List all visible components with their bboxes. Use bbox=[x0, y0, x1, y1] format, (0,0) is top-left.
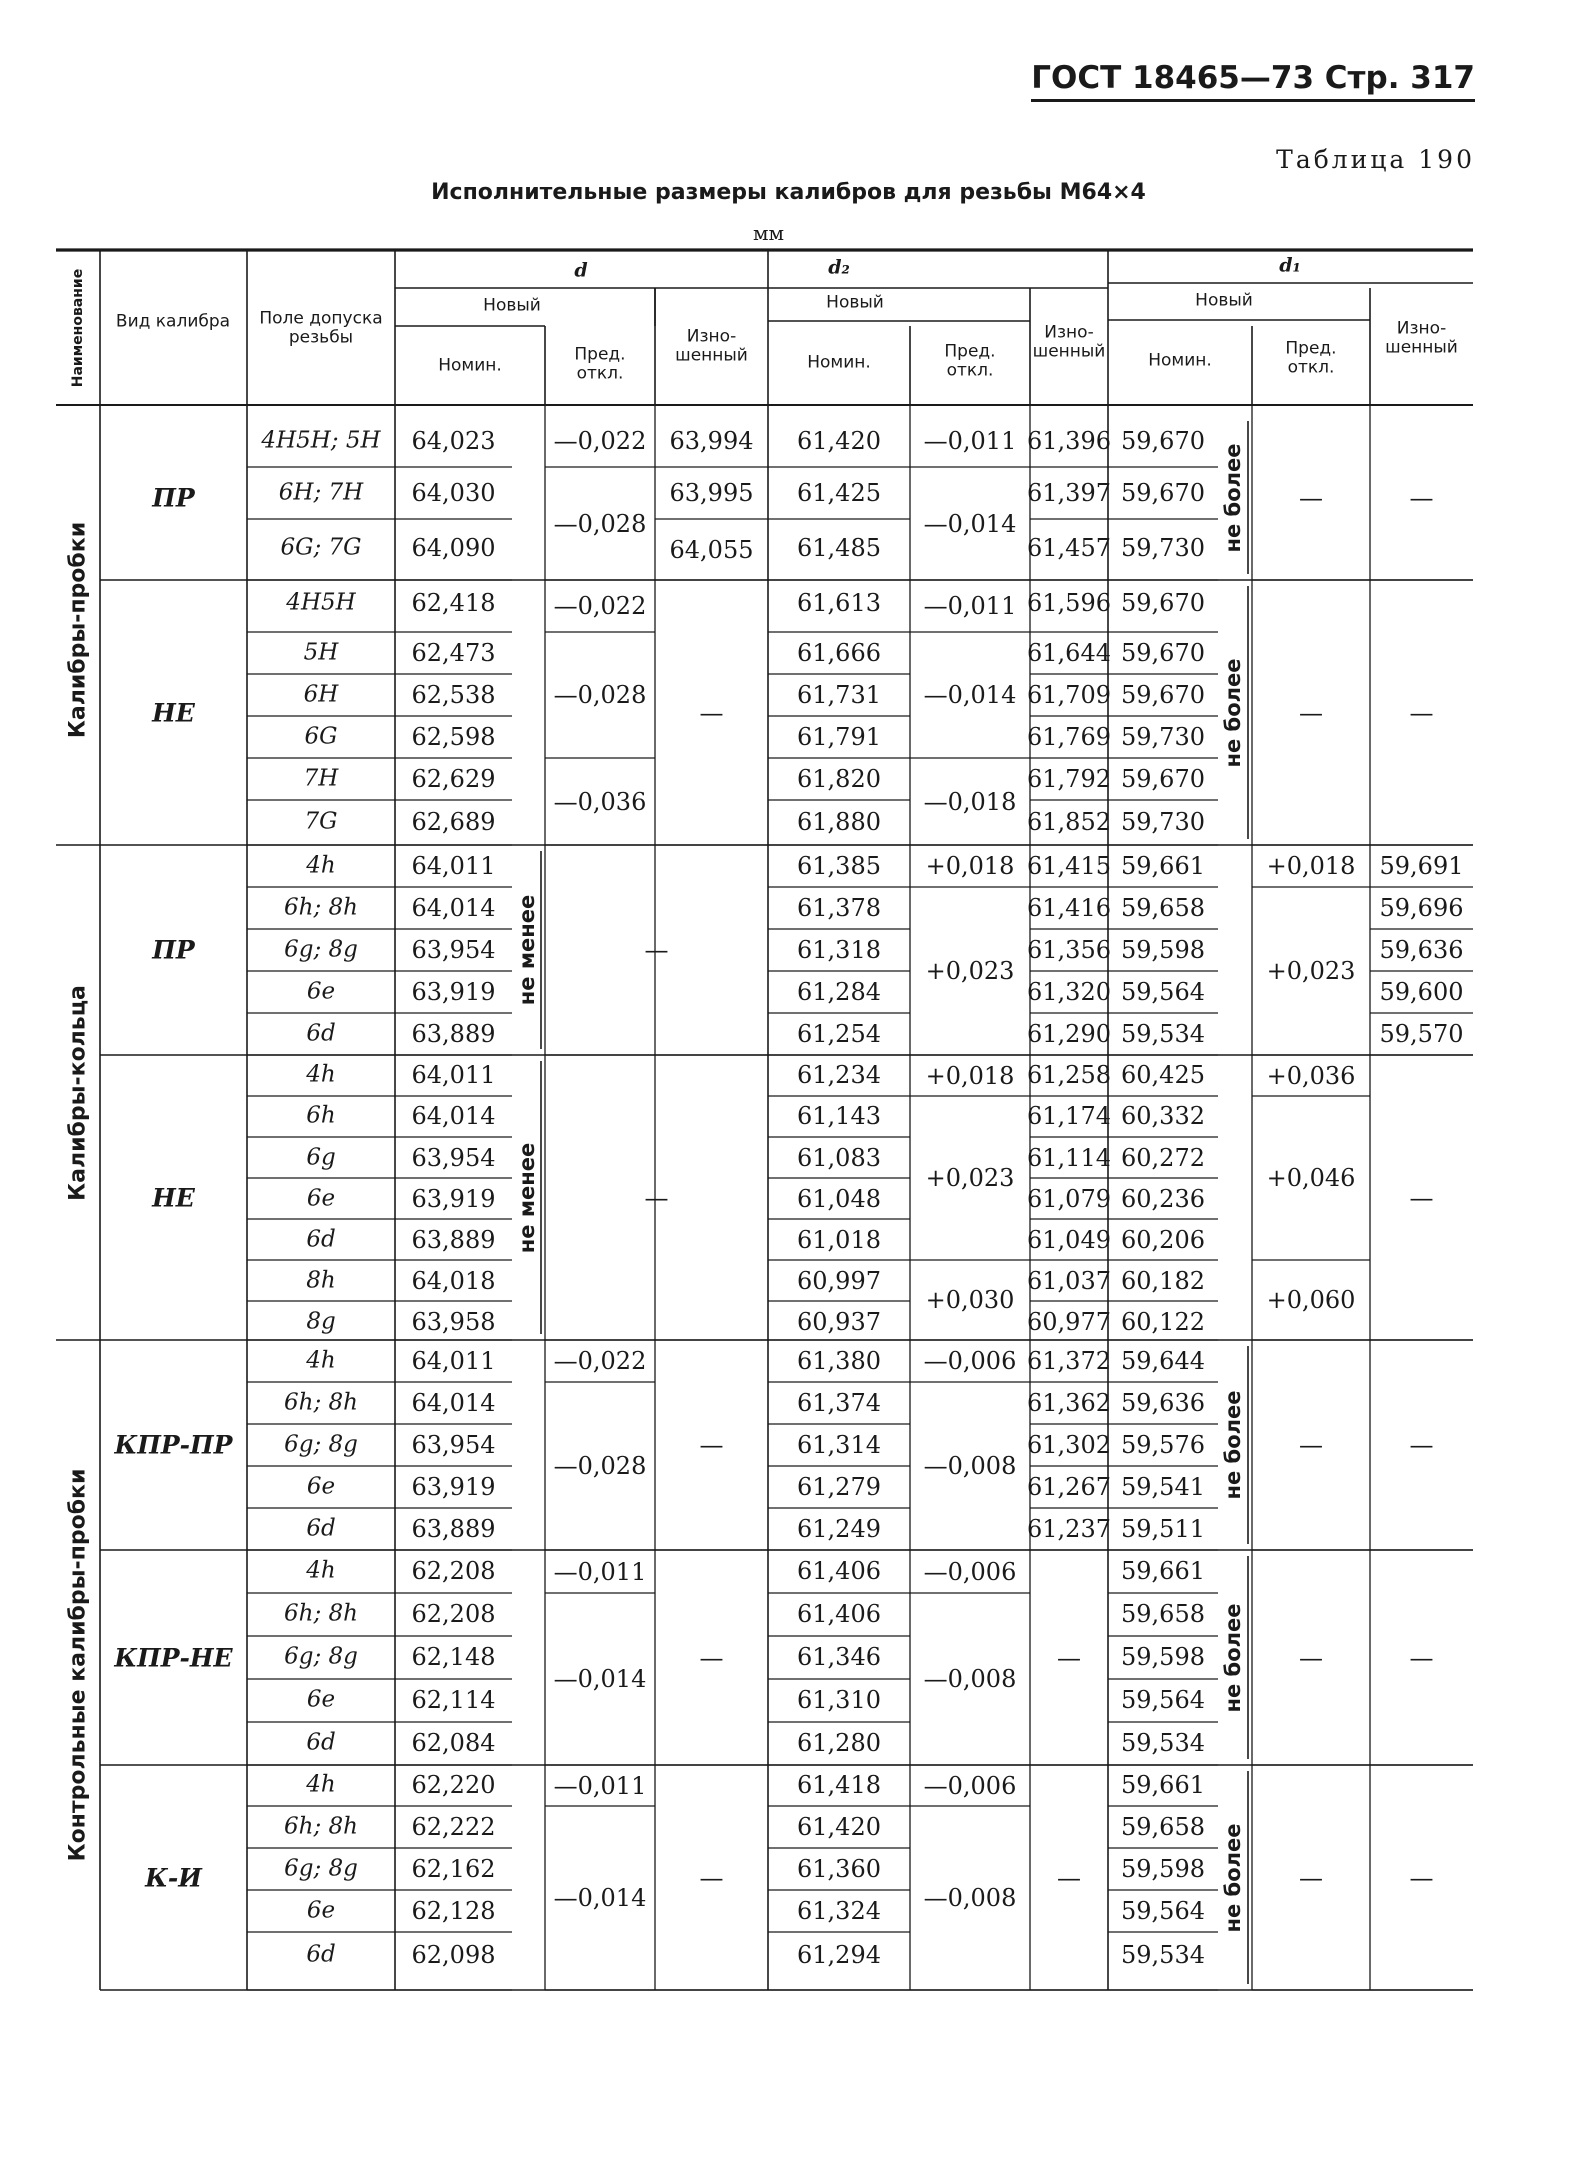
d2-worn: 61,596 bbox=[1027, 588, 1111, 617]
merged-value: — bbox=[699, 1643, 724, 1672]
tolerance-field: 8g bbox=[306, 1308, 336, 1335]
d1-nominal: 60,122 bbox=[1121, 1307, 1205, 1336]
merged-value: —0,028 bbox=[553, 680, 647, 709]
d1-nominal: 59,670 bbox=[1121, 680, 1205, 709]
d1-nominal: 59,534 bbox=[1121, 1940, 1205, 1969]
tolerance-field: 6g; 8g bbox=[284, 1643, 358, 1670]
gauge-type: КПР-НЕ bbox=[114, 1642, 233, 1672]
merged-value: — bbox=[1409, 1643, 1434, 1672]
tolerance-field: 4h bbox=[306, 1061, 336, 1088]
d2-nominal: 61,324 bbox=[797, 1896, 881, 1925]
tolerance-field: 4h bbox=[306, 1347, 336, 1374]
tolerance-field: 6g; 8g bbox=[284, 1431, 358, 1458]
tolerance-field: 6d bbox=[306, 1729, 336, 1756]
d1-nominal: 60,425 bbox=[1121, 1060, 1205, 1089]
d2-nominal: 61,254 bbox=[797, 1019, 881, 1048]
tolerance-field: 7G bbox=[304, 808, 338, 835]
d2-nominal: 61,666 bbox=[797, 638, 881, 667]
d-nominal: 62,208 bbox=[411, 1599, 496, 1628]
merged-value: — bbox=[644, 1183, 669, 1212]
d2-worn: 61,362 bbox=[1027, 1388, 1111, 1417]
merged-value: —0,011 bbox=[923, 426, 1017, 455]
d-nominal: 63,954 bbox=[411, 1430, 496, 1459]
merged-value: 64,055 bbox=[669, 535, 754, 564]
d2-worn: 61,709 bbox=[1027, 680, 1111, 709]
d2-nominal: 61,385 bbox=[797, 851, 881, 880]
d1-nominal: 59,598 bbox=[1121, 1854, 1205, 1883]
gauge-type: КПР-ПР bbox=[114, 1430, 233, 1460]
d1-worn: 59,691 bbox=[1379, 851, 1464, 880]
d2-nominal: 61,294 bbox=[797, 1940, 881, 1969]
merged-value: —0,022 bbox=[553, 591, 647, 620]
tolerance-field: 6g bbox=[306, 1144, 336, 1171]
header-nominal: Номин. bbox=[1148, 350, 1212, 371]
merged-value: —0,014 bbox=[553, 1883, 647, 1912]
merged-value: — bbox=[1057, 1863, 1081, 1892]
group-label: Контрольные калибры-пробки bbox=[65, 1468, 91, 1862]
merged-value: — bbox=[699, 698, 724, 727]
d-nominal: 64,018 bbox=[411, 1266, 496, 1295]
d1-nominal: 59,511 bbox=[1121, 1514, 1205, 1543]
d2-nominal: 61,406 bbox=[797, 1556, 881, 1585]
d1-worn: 59,696 bbox=[1379, 893, 1464, 922]
d-nominal: 63,889 bbox=[411, 1019, 496, 1048]
d1-worn: 59,636 bbox=[1379, 935, 1464, 964]
merged-value: — bbox=[1409, 698, 1434, 727]
tolerance-field: 6G bbox=[304, 723, 338, 750]
d2-worn: 61,397 bbox=[1027, 478, 1111, 507]
d2-nominal: 61,279 bbox=[797, 1472, 881, 1501]
d2-worn: 61,079 bbox=[1027, 1184, 1111, 1213]
d-nominal: 64,014 bbox=[411, 1388, 496, 1417]
merged-value: — bbox=[1409, 1863, 1434, 1892]
d2-nominal: 61,378 bbox=[797, 893, 881, 922]
tolerance-field: 6H bbox=[303, 681, 339, 708]
d1-nominal: 60,206 bbox=[1121, 1225, 1205, 1254]
d2-nominal: 61,613 bbox=[797, 588, 881, 617]
merged-value: — bbox=[1299, 698, 1323, 727]
d-nominal: 62,473 bbox=[411, 638, 496, 667]
header-nominal: Номин. bbox=[438, 355, 502, 376]
d2-nominal: 61,284 bbox=[797, 977, 881, 1006]
merged-value: +0,030 bbox=[925, 1285, 1015, 1314]
d1-nominal: 59,730 bbox=[1121, 533, 1205, 562]
d2-nominal: 60,937 bbox=[797, 1307, 881, 1336]
d2-worn: 61,792 bbox=[1027, 764, 1111, 793]
gauge-type: НЕ bbox=[152, 1182, 195, 1212]
d-nominal: 64,011 bbox=[411, 1346, 496, 1375]
merged-value: —0,018 bbox=[923, 787, 1017, 816]
d2-worn: 61,396 bbox=[1027, 426, 1111, 455]
d1-nominal: 59,730 bbox=[1121, 722, 1205, 751]
merged-value: — bbox=[1299, 1430, 1323, 1459]
d1-worn: 59,570 bbox=[1379, 1019, 1464, 1048]
d2-nominal: 61,791 bbox=[797, 722, 881, 751]
d-nominal: 64,030 bbox=[411, 478, 496, 507]
side-note: не более bbox=[1221, 1390, 1245, 1500]
tolerance-field: 6d bbox=[306, 1515, 336, 1542]
header-new-d2: Новый bbox=[826, 292, 884, 313]
d2-worn: 61,415 bbox=[1027, 851, 1111, 880]
merged-value: —0,011 bbox=[553, 1771, 647, 1800]
d2-nominal: 61,406 bbox=[797, 1599, 881, 1628]
header-limit-dev: Пред. откл. bbox=[574, 344, 626, 383]
d2-nominal: 61,249 bbox=[797, 1514, 881, 1543]
d2-nominal: 61,360 bbox=[797, 1854, 881, 1883]
d2-nominal: 60,997 bbox=[797, 1266, 881, 1295]
header-new-d: Новый bbox=[483, 295, 541, 316]
d-nominal: 62,208 bbox=[411, 1556, 496, 1585]
d-nominal: 62,220 bbox=[411, 1770, 496, 1799]
side-note: не более bbox=[1221, 1602, 1245, 1713]
d2-worn: 60,977 bbox=[1027, 1307, 1111, 1336]
d2-nominal: 61,314 bbox=[797, 1430, 881, 1459]
d2-worn: 61,372 bbox=[1027, 1346, 1111, 1375]
d-nominal: 62,098 bbox=[411, 1940, 496, 1969]
header-d1: d₁ bbox=[1279, 254, 1301, 277]
d2-nominal: 61,346 bbox=[797, 1642, 881, 1671]
merged-value: — bbox=[1299, 1863, 1323, 1892]
merged-value: —0,014 bbox=[553, 1664, 647, 1693]
d-nominal: 62,148 bbox=[411, 1642, 496, 1671]
d-nominal: 62,598 bbox=[411, 722, 496, 751]
merged-value: — bbox=[1299, 483, 1323, 512]
tolerance-field: 4H5H bbox=[286, 589, 356, 616]
d1-nominal: 59,658 bbox=[1121, 1599, 1205, 1628]
tolerance-field: 6e bbox=[306, 1185, 336, 1212]
d2-nominal: 61,234 bbox=[797, 1060, 881, 1089]
header-limit-dev: Пред. откл. bbox=[1285, 338, 1337, 377]
d1-nominal: 59,564 bbox=[1121, 977, 1205, 1006]
merged-value: — bbox=[1409, 1183, 1434, 1212]
merged-value: —0,036 bbox=[553, 787, 647, 816]
d-nominal: 63,954 bbox=[411, 1143, 496, 1172]
tolerance-field: 4h bbox=[306, 1557, 336, 1584]
d-nominal: 63,954 bbox=[411, 935, 496, 964]
d1-nominal: 59,576 bbox=[1121, 1430, 1205, 1459]
d2-worn: 61,852 bbox=[1027, 807, 1111, 836]
tolerance-field: 4h bbox=[306, 1771, 336, 1798]
gauge-type: К-И bbox=[145, 1862, 202, 1892]
tolerance-field: 6e bbox=[306, 1686, 336, 1713]
d1-nominal: 59,670 bbox=[1121, 426, 1205, 455]
merged-value: +0,018 bbox=[1266, 851, 1356, 880]
header-name: Наименование bbox=[70, 268, 86, 388]
d2-nominal: 61,374 bbox=[797, 1388, 881, 1417]
d1-nominal: 59,730 bbox=[1121, 807, 1205, 836]
d2-worn: 61,302 bbox=[1027, 1430, 1111, 1459]
gauge-type: ПР bbox=[152, 482, 195, 512]
merged-value: —0,008 bbox=[923, 1664, 1017, 1693]
merged-value: — bbox=[1409, 483, 1434, 512]
side-note: не более bbox=[1221, 1822, 1245, 1933]
table-title: Исполнительные размеры калибров для резьбы М64×4 bbox=[431, 180, 1146, 205]
d2-nominal: 61,018 bbox=[797, 1225, 881, 1254]
merged-value: —0,008 bbox=[923, 1883, 1017, 1912]
d2-worn: 61,237 bbox=[1027, 1514, 1111, 1543]
d2-nominal: 61,280 bbox=[797, 1728, 881, 1757]
d1-nominal: 59,534 bbox=[1121, 1019, 1205, 1048]
merged-value: —0,008 bbox=[923, 1451, 1017, 1480]
d2-worn: 61,416 bbox=[1027, 893, 1111, 922]
d2-nominal: 61,380 bbox=[797, 1346, 881, 1375]
d-nominal: 64,011 bbox=[411, 851, 496, 880]
d2-worn: 61,258 bbox=[1027, 1060, 1111, 1089]
header-limit-dev: Пред. откл. bbox=[944, 341, 996, 380]
tolerance-field: 6e bbox=[306, 978, 336, 1005]
d1-nominal: 60,272 bbox=[1121, 1143, 1205, 1172]
merged-value: 63,995 bbox=[669, 478, 754, 507]
d1-nominal: 59,670 bbox=[1121, 764, 1205, 793]
d-nominal: 62,418 bbox=[411, 588, 496, 617]
d-nominal: 63,958 bbox=[411, 1307, 496, 1336]
d2-worn: 61,049 bbox=[1027, 1225, 1111, 1254]
tolerance-field: 6h; 8h bbox=[284, 1389, 358, 1416]
d2-worn: 61,290 bbox=[1027, 1019, 1111, 1048]
d1-nominal: 59,636 bbox=[1121, 1388, 1205, 1417]
d2-nominal: 61,731 bbox=[797, 680, 881, 709]
tolerance-field: 7H bbox=[303, 765, 339, 792]
table-number: Таблица 190 bbox=[1276, 145, 1475, 174]
tolerance-field: 6d bbox=[306, 1941, 336, 1968]
merged-value: +0,018 bbox=[925, 1061, 1015, 1090]
d-nominal: 64,014 bbox=[411, 1101, 496, 1130]
merged-value: +0,036 bbox=[1266, 1061, 1356, 1090]
header-new-d1: Новый bbox=[1195, 290, 1253, 311]
d2-worn: 61,457 bbox=[1027, 533, 1111, 562]
d2-worn: 61,769 bbox=[1027, 722, 1111, 751]
merged-value: —0,022 bbox=[553, 1346, 647, 1375]
d-nominal: 63,919 bbox=[411, 1472, 496, 1501]
gauge-type: НЕ bbox=[152, 697, 195, 727]
merged-value: —0,028 bbox=[553, 509, 647, 538]
d2-nominal: 61,420 bbox=[797, 426, 881, 455]
header-worn: Изно-шенный bbox=[1032, 322, 1106, 361]
merged-value: +0,023 bbox=[925, 1163, 1015, 1192]
d2-nominal: 61,425 bbox=[797, 478, 881, 507]
d2-nominal: 61,418 bbox=[797, 1770, 881, 1799]
side-note: не более bbox=[1221, 657, 1245, 768]
tolerance-field: 6h; 8h bbox=[284, 894, 358, 921]
header-tolerance-field: Поле допуска резьбы bbox=[259, 308, 383, 347]
group-label: Калибры-кольца bbox=[65, 984, 91, 1201]
d1-nominal: 59,598 bbox=[1121, 1642, 1205, 1671]
d-nominal: 62,222 bbox=[411, 1812, 496, 1841]
header-worn: Изно-шенный bbox=[675, 326, 748, 365]
tolerance-field: 6h; 8h bbox=[284, 1813, 358, 1840]
d-nominal: 63,889 bbox=[411, 1225, 496, 1254]
d1-nominal: 60,332 bbox=[1121, 1101, 1205, 1130]
d-nominal: 62,128 bbox=[411, 1896, 496, 1925]
group-label: Калибры-пробки bbox=[65, 521, 91, 739]
d1-nominal: 59,670 bbox=[1121, 478, 1205, 507]
d1-nominal: 59,658 bbox=[1121, 1812, 1205, 1841]
header-gauge-type: Вид калибра bbox=[115, 311, 231, 332]
d2-nominal: 61,820 bbox=[797, 764, 881, 793]
d2-nominal: 61,143 bbox=[797, 1101, 881, 1130]
d2-nominal: 61,420 bbox=[797, 1812, 881, 1841]
d-nominal: 62,689 bbox=[411, 807, 496, 836]
d-nominal: 62,629 bbox=[411, 764, 496, 793]
d-nominal: 64,023 bbox=[411, 426, 496, 455]
merged-value: —0,006 bbox=[923, 1771, 1017, 1800]
unit-label: мм bbox=[752, 221, 785, 245]
tolerance-field: 4H5H; 5H bbox=[261, 427, 381, 454]
d2-nominal: 61,048 bbox=[797, 1184, 881, 1213]
d1-nominal: 59,661 bbox=[1121, 1770, 1205, 1799]
merged-value: — bbox=[1299, 1643, 1323, 1672]
merged-value: — bbox=[699, 1430, 724, 1459]
d1-nominal: 59,564 bbox=[1121, 1685, 1205, 1714]
merged-value: — bbox=[1409, 1430, 1434, 1459]
tolerance-field: 6H; 7H bbox=[278, 479, 364, 506]
merged-value: —0,014 bbox=[923, 680, 1017, 709]
d2-worn: 61,037 bbox=[1027, 1266, 1111, 1295]
merged-value: +0,060 bbox=[1266, 1285, 1356, 1314]
d2-nominal: 61,880 bbox=[797, 807, 881, 836]
d-nominal: 64,090 bbox=[411, 533, 496, 562]
tolerance-field: 6g; 8g bbox=[284, 1855, 358, 1882]
d-nominal: 63,919 bbox=[411, 1184, 496, 1213]
d2-worn: 61,267 bbox=[1027, 1472, 1111, 1501]
d-nominal: 64,014 bbox=[411, 893, 496, 922]
side-note: не более bbox=[1221, 442, 1245, 553]
d1-nominal: 59,534 bbox=[1121, 1728, 1205, 1757]
d2-nominal: 61,485 bbox=[797, 533, 881, 562]
tolerance-field: 6G; 7G bbox=[280, 534, 362, 561]
tolerance-field: 4h bbox=[306, 852, 336, 879]
merged-value: +0,046 bbox=[1266, 1163, 1356, 1192]
d1-worn: 59,600 bbox=[1379, 977, 1464, 1006]
merged-value: +0,018 bbox=[925, 851, 1015, 880]
d1-nominal: 59,541 bbox=[1121, 1472, 1205, 1501]
merged-value: +0,023 bbox=[1266, 956, 1356, 985]
merged-value: —0,028 bbox=[553, 1451, 647, 1480]
header-nominal: Номин. bbox=[807, 352, 871, 373]
tolerance-field: 6h bbox=[306, 1102, 336, 1129]
tolerance-field: 5H bbox=[303, 639, 339, 666]
d2-worn: 61,356 bbox=[1027, 935, 1111, 964]
side-note: не менее bbox=[514, 1142, 539, 1253]
tolerance-field: 6g; 8g bbox=[284, 936, 358, 963]
gauge-type: ПР bbox=[152, 935, 195, 965]
merged-value: —0,006 bbox=[923, 1557, 1017, 1586]
merged-value: —0,022 bbox=[553, 426, 647, 455]
d2-worn: 61,114 bbox=[1027, 1143, 1111, 1172]
merged-value: —0,011 bbox=[553, 1557, 647, 1586]
header-worn: Изно-шенный bbox=[1385, 318, 1458, 357]
d1-nominal: 59,658 bbox=[1121, 893, 1205, 922]
d-nominal: 63,889 bbox=[411, 1514, 496, 1543]
d1-nominal: 59,670 bbox=[1121, 588, 1205, 617]
tolerance-field: 6e bbox=[306, 1897, 336, 1924]
tolerance-field: 6h; 8h bbox=[284, 1600, 358, 1627]
tolerance-field: 6d bbox=[306, 1226, 336, 1253]
d1-nominal: 59,661 bbox=[1121, 1556, 1205, 1585]
d-nominal: 62,114 bbox=[411, 1685, 496, 1714]
d1-nominal: 59,598 bbox=[1121, 935, 1205, 964]
d-nominal: 62,162 bbox=[411, 1854, 496, 1883]
merged-value: —0,006 bbox=[923, 1346, 1017, 1375]
d1-nominal: 60,182 bbox=[1121, 1266, 1205, 1295]
d-nominal: 62,538 bbox=[411, 680, 496, 709]
merged-value: — bbox=[644, 935, 669, 964]
merged-value: +0,023 bbox=[925, 956, 1015, 985]
tolerance-field: 6d bbox=[306, 1020, 336, 1047]
d1-nominal: 59,644 bbox=[1121, 1346, 1205, 1375]
merged-value: 63,994 bbox=[669, 426, 754, 455]
d2-worn: 61,320 bbox=[1027, 977, 1111, 1006]
merged-value: —0,014 bbox=[923, 509, 1017, 538]
d-nominal: 64,011 bbox=[411, 1060, 496, 1089]
d1-nominal: 59,670 bbox=[1121, 638, 1205, 667]
d2-nominal: 61,310 bbox=[797, 1685, 881, 1714]
side-note: не менее bbox=[514, 894, 539, 1006]
page-header: ГОСТ 18465—73 Стр. 317 bbox=[1031, 60, 1475, 102]
d-nominal: 62,084 bbox=[411, 1728, 496, 1757]
d2-worn: 61,644 bbox=[1027, 638, 1111, 667]
header-d: d bbox=[574, 259, 588, 282]
tolerance-field: 8h bbox=[306, 1267, 336, 1294]
d2-nominal: 61,083 bbox=[797, 1143, 881, 1172]
merged-value: —0,011 bbox=[923, 591, 1017, 620]
d2-nominal: 61,318 bbox=[797, 935, 881, 964]
d2-worn: 61,174 bbox=[1027, 1101, 1111, 1130]
d1-nominal: 59,661 bbox=[1121, 851, 1205, 880]
d-nominal: 63,919 bbox=[411, 977, 496, 1006]
merged-value: — bbox=[1057, 1643, 1081, 1672]
tolerance-field: 6e bbox=[306, 1473, 336, 1500]
merged-value: — bbox=[699, 1863, 724, 1892]
header-d2: d₂ bbox=[828, 256, 850, 279]
d1-nominal: 59,564 bbox=[1121, 1896, 1205, 1925]
d1-nominal: 60,236 bbox=[1121, 1184, 1205, 1213]
